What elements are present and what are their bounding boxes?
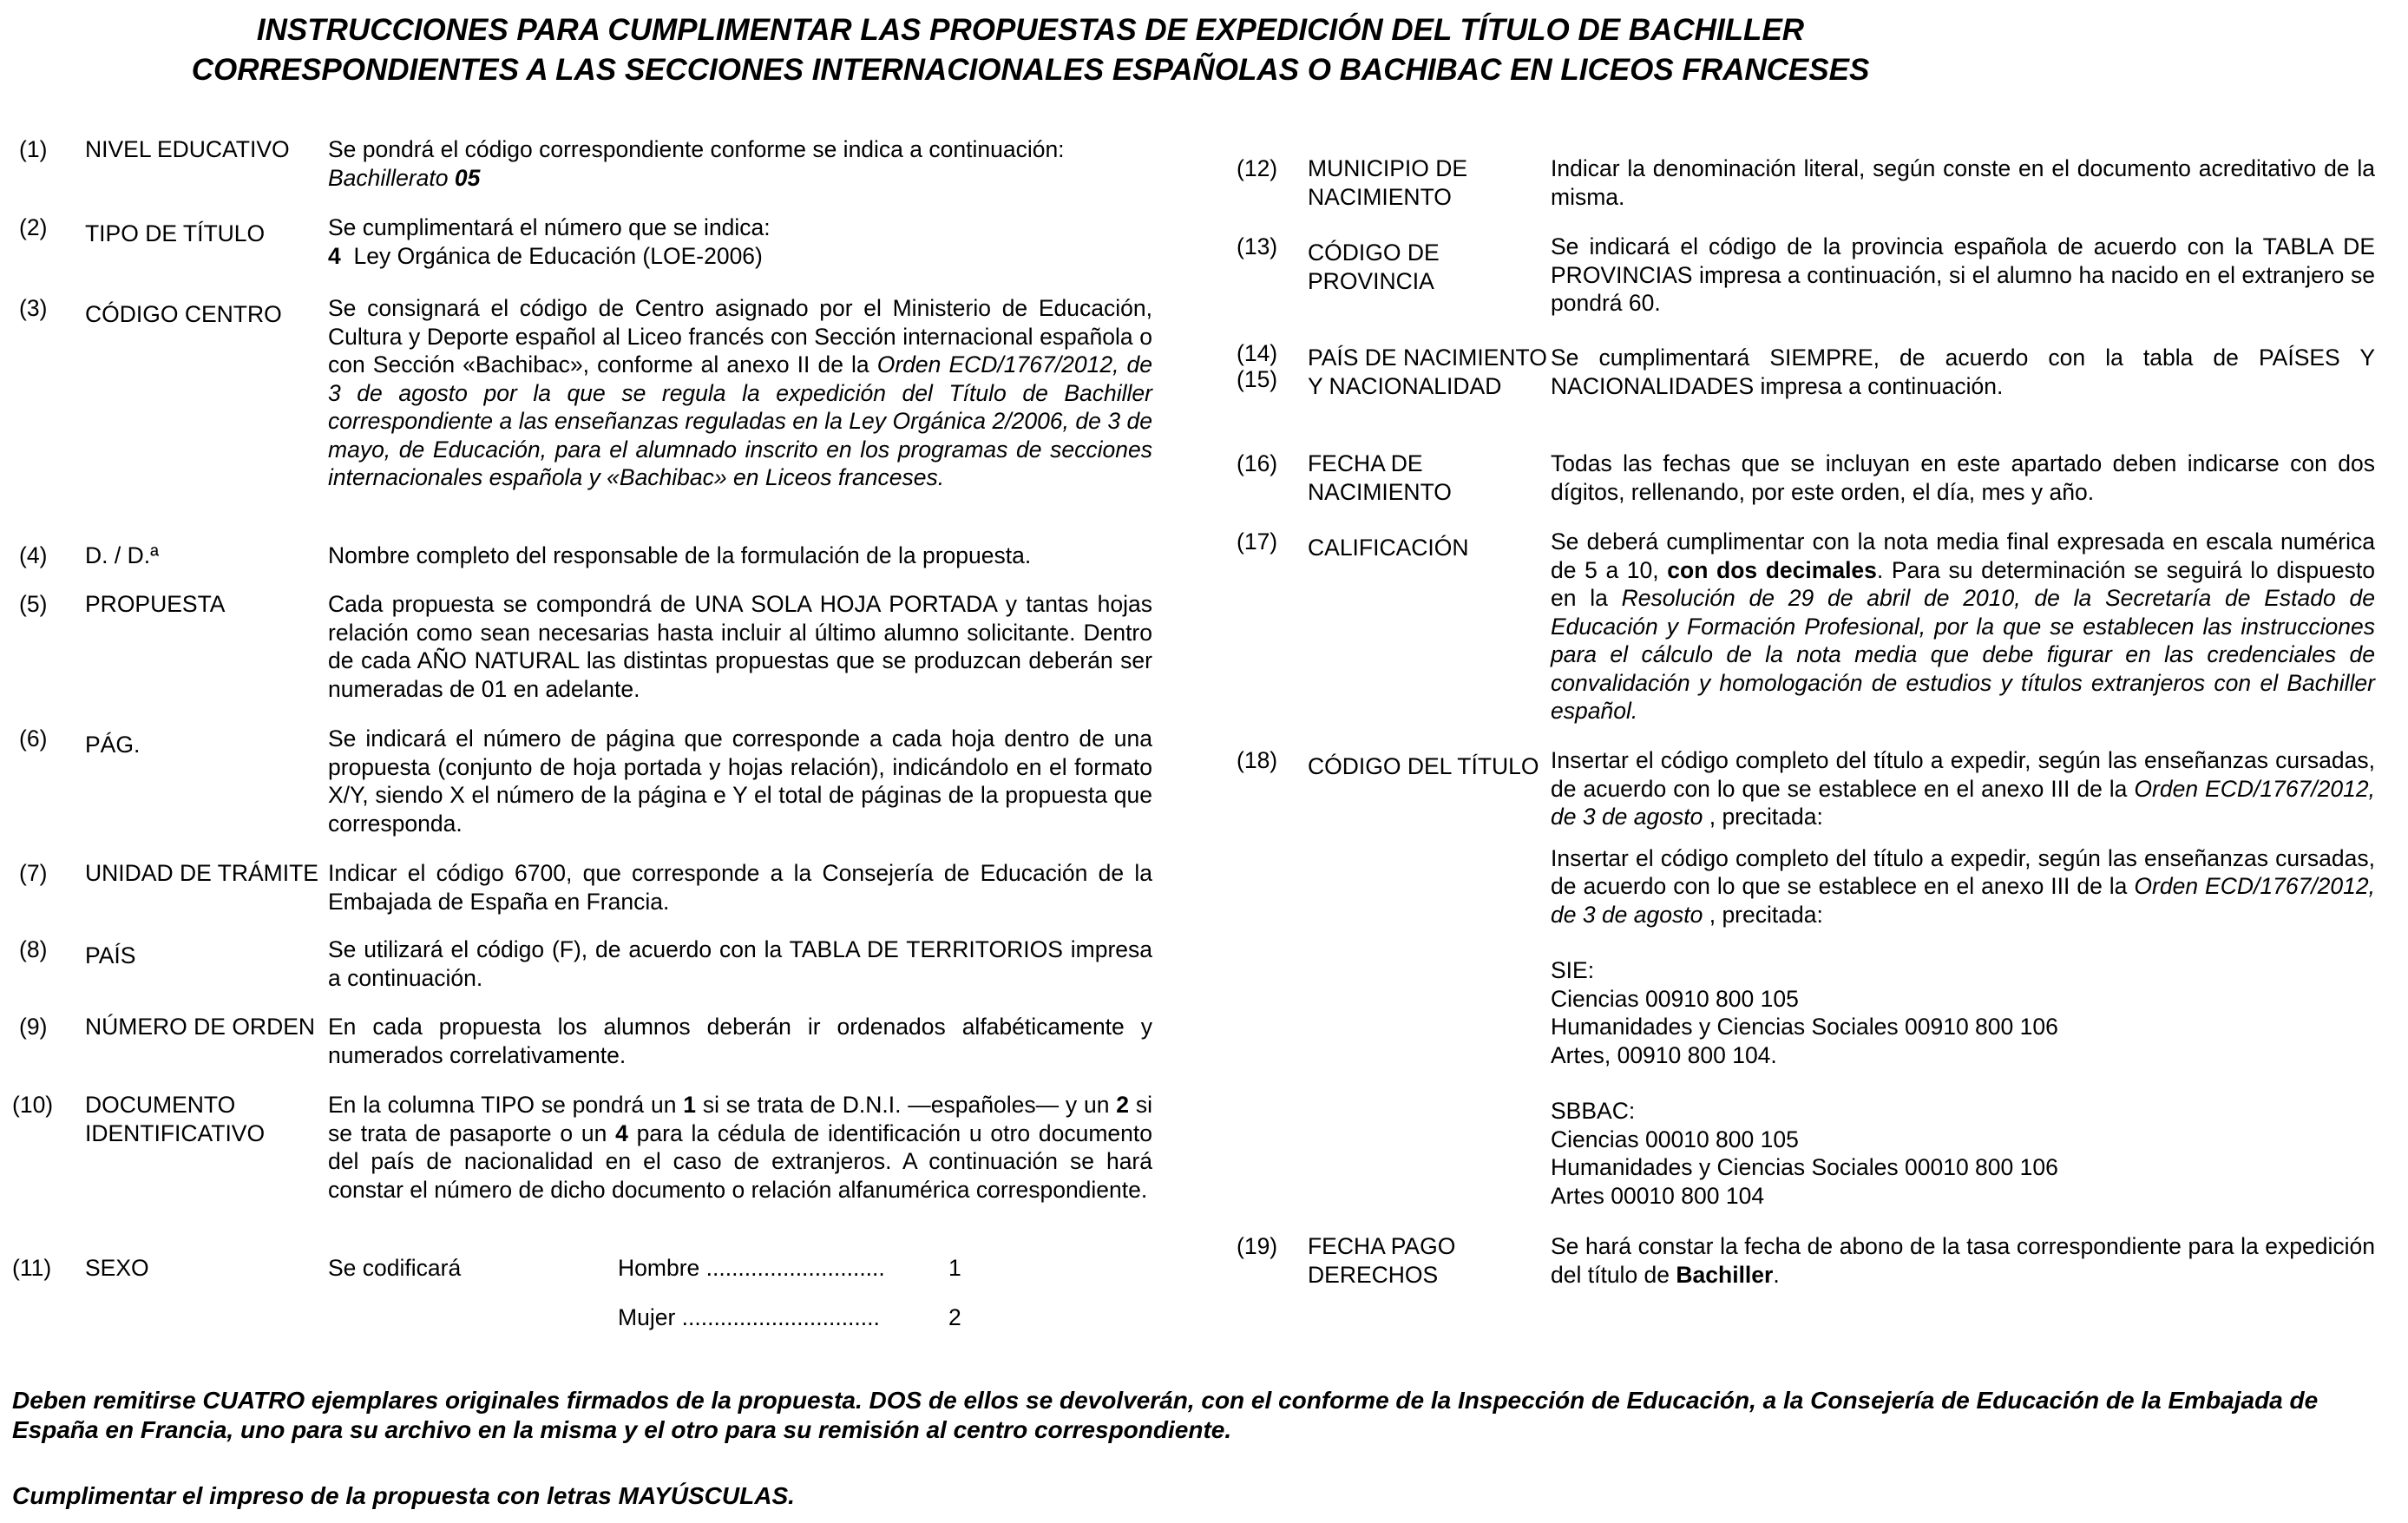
item-label: PROPUESTA [85,591,226,617]
item-label: CÓDIGO CENTRO [85,301,282,327]
item-text: Se pondrá el código correspondiente conforme se indica a continuación: Bachillerato 05 [328,135,1152,192]
item-number: (4) [19,542,48,568]
sbbac-block: SBBAC: Ciencias 00010 800 105 Humanidades y Ciencias Sociales 00010 800 106 Artes 00010 800 104 [1551,1098,2058,1209]
item-label: D. / D.ª [85,542,159,568]
item-number: (18) [1237,747,1278,773]
item-text: Nombre completo del responsable de la formulación de la propuesta. [328,542,1032,568]
item-number: (12) [1237,155,1278,181]
item-label: NÚMERO DE ORDEN [85,1014,316,1040]
item-label: PAÍS DE NACIMIENTO Y NACIONALIDAD [1308,345,1547,399]
item-label: CÓDIGO DE PROVINCIA [1308,240,1440,294]
footer-note-mayusculas: Cumplimentar el impreso de la propuesta con letras MAYÚSCULAS. [12,1482,795,1509]
item-number: (16) [1237,450,1278,476]
item-label: TIPO DE TÍTULO [85,220,266,246]
item-label: MUNICIPIO DE NACIMIENTO [1308,155,1468,210]
footer-note-ejemplares: Deben remitirse CUATRO ejemplares originales firmados de la propuesta. DOS de ellos se devolverán, con el conforme de la Inspección de Educación, a la Consejería de Educación de la Embajada de España en Francia, uno para su archivo en la misma y el otro para su remisión al centro correspondiente. [12,1387,2319,1443]
item-number-b: (15) [1237,366,1278,392]
title-line-2: CORRESPONDIENTES A LAS SECCIONES INTERNACIONALES ESPAÑOLAS O BACHIBAC EN LICEOS FRANCESES [191,53,1870,87]
item-text: Se consignará el código de Centro asignado por el Ministerio de Educación, Cultura y Deporte español al Liceo francés con Sección internacional española o con Sección «Bachibac», conforme al anexo II de la Orden ECD/1767/2012, de 3 de agosto por la que se regula la expedición del Título de Bachiller correspondiente a las enseñanzas reguladas en la Ley Orgánica 2/2006, de 3 de mayo, de Educación, para el alumnado inscrito en los programas de secciones internacionales española y «Bachibac» en Liceos franceses. [328,295,1152,490]
item-label: PÁG. [85,732,141,758]
item-number: (9) [19,1014,48,1040]
item-text: En cada propuesta los alumnos deberán ir ordenados alfabéticamente y numerados correlativamente. [328,1014,1152,1068]
item-number: (1) [19,136,48,162]
item-number: (3) [19,295,48,321]
sie-block: SIE: Ciencias 00910 800 105 Humanidades y Ciencias Sociales 00910 800 106 Artes, 00910 800 104. [1551,957,2058,1068]
item-label: DOCUMENTO IDENTIFICATIVO [85,1092,266,1146]
item-label: SEXO [85,1255,149,1281]
item-label: UNIDAD DE TRÁMITE [85,860,318,886]
sexo-hombre-label: Hombre ............................ [618,1255,885,1281]
item-text: Se deberá cumplimentar con la nota media final expresada en escala numérica de 5 a 10, con dos decimales. Para su determinación se seguirá lo dispuesto en la Resolución de 29 de abril de 2010, de la Secretaría de Estado de Educación y Formación Profesional, por la que se establecen las instrucciones para el cálculo de la nota media que debe figurar en las credenciales de convalidación y homologación de estudios y títulos extranjeros con el Bachiller español. [1551,528,2375,724]
sexo-hombre-code: 1 [948,1255,961,1281]
item-number-a: (14) [1237,340,1278,366]
item-text: Se utilizará el código (F), de acuerdo con la TABLA DE TERRITORIOS impresa a continuación. [328,936,1152,991]
sexo-mujer-code: 2 [948,1304,961,1330]
item-text: Cada propuesta se compondrá de UNA SOLA HOJA PORTADA y tantas hojas relación como sean necesarias hasta incluir al último alumno solicitante. Dentro de cada AÑO NATURAL las distintas propuestas que se produzcan deberán ser numeradas de 01 en adelante. [328,591,1152,702]
item-text: Se cumplimentará el número que se indica: 4 Ley Orgánica de Educación (LOE-2006) [328,213,1152,270]
item-number: (6) [19,725,48,752]
item-text: En la columna TIPO se pondrá un 1 si se trata de D.N.I. —españoles— y un 2 si se trata de pasaporte o un 4 para la cédula de identificación u otro documento del país de nacionalidad en el caso de extranjeros. A continuación se hará constar el número de dicho documento o relación alfanumérica correspondiente. [328,1092,1152,1203]
item-label: PAÍS [85,942,136,968]
item-number: (13) [1237,233,1278,259]
item-label: FECHA DE NACIMIENTO [1308,450,1452,505]
item-label: CÓDIGO DEL TÍTULO [1308,753,1539,779]
codigo-titulo-paragraph-1: Insertar el código completo del título a expedir, según las enseñanzas cursadas, de acuerdo con lo que se establece en el anexo III de la Orden ECD/1767/2012, de 3 de agosto , precitada: [1551,747,2375,830]
item-number: (17) [1237,528,1278,555]
item-label: NIVEL EDUCATIVO [85,136,290,162]
item-text: Se codificará [328,1255,462,1281]
titulo-code: 4 Ley Orgánica de Educación (LOE-2006) [328,242,763,269]
item-label: CALIFICACIÓN [1308,535,1469,561]
item-number: (5) [19,591,48,617]
item-text: Se hará constar la fecha de abono de la tasa correspondiente para la expedición del título de Bachiller. [1551,1233,2375,1288]
item-text: Indicar la denominación literal, según conste en el documento acreditativo de la misma. [1551,155,2375,210]
item-number: (11) [12,1255,52,1281]
item-text: Indicar el código 6700, que corresponde a la Consejería de Educación de la Embajada de España en Francia. [328,860,1152,915]
item-label: FECHA PAGO DERECHOS [1308,1233,1456,1288]
item-number: (8) [19,936,48,962]
item-number: (7) [19,860,48,886]
item-number: (19) [1237,1233,1278,1259]
item-text: Se indicará el código de la provincia española de acuerdo con la TABLA DE PROVINCIAS impresa a continuación, si el alumno ha nacido en el extranjero se pondrá 60. [1551,233,2375,316]
item-text: Todas las fechas que se incluyan en este apartado deben indicarse con dos dígitos, rellenando, por este orden, el día, mes y año. [1551,450,2375,505]
item-text [1551,746,2375,1210]
sexo-mujer-label: Mujer ............................... [618,1304,880,1330]
bachillerato-code: Bachillerato 05 [328,164,481,191]
title-line-1: INSTRUCCIONES PARA CUMPLIMENTAR LAS PROPUESTAS DE EXPEDICIÓN DEL TÍTULO DE BACHILLER [256,13,1805,47]
document-title [0,10,2061,90]
item-text: Se cumplimentará SIEMPRE, de acuerdo con la tabla de PAÍSES Y NACIONALIDADES impresa a continuación. [1551,345,2375,399]
item-number: (2) [19,214,48,240]
item-number: (10) [12,1092,54,1118]
codigo-titulo-paragraph-2: Insertar el código completo del título a expedir, según las enseñanzas cursadas, de acuerdo con lo que se establece en el anexo III de la Orden ECD/1767/2012, de 3 de agosto , precitada: [1551,844,2375,928]
item-text: Se indicará el número de página que corresponde a cada hoja dentro de una propuesta (conjunto de hoja portada y hojas relación), indicándolo en el formato X/Y, siendo X el número de la página e Y el total de páginas de la propuesta que corresponda. [328,725,1152,837]
